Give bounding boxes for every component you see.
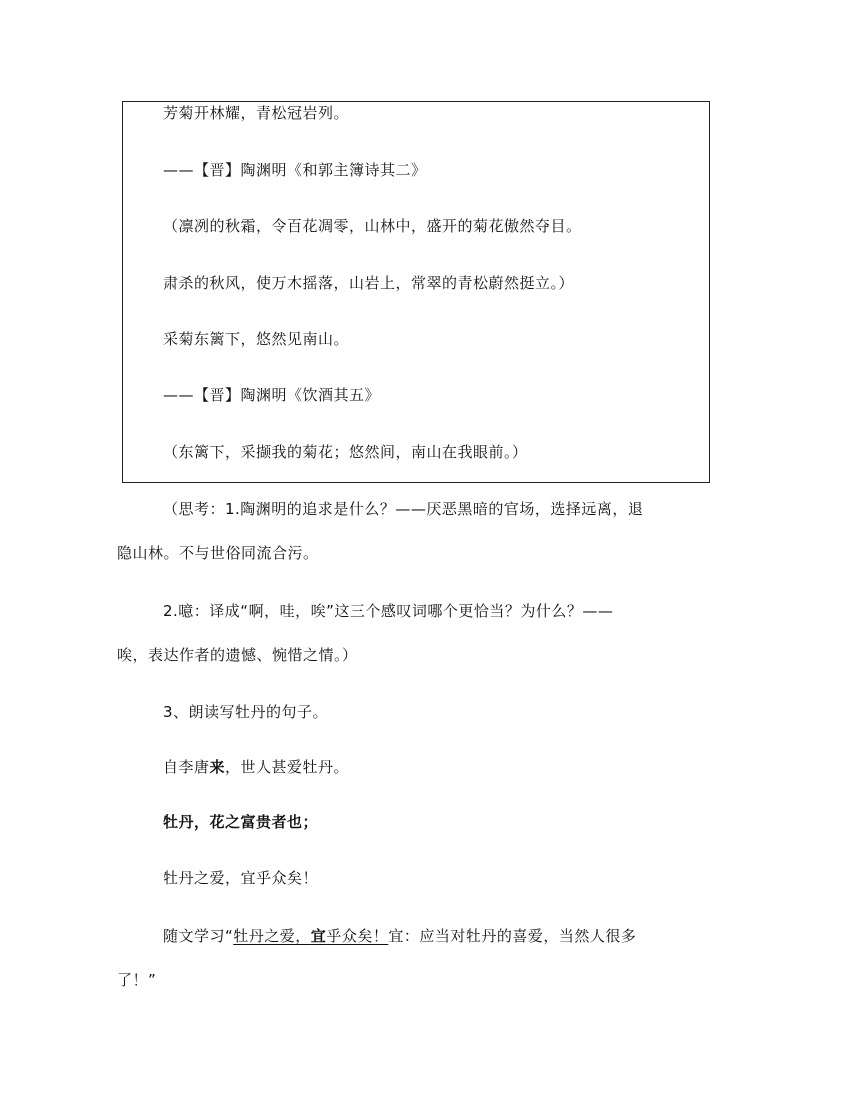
box-line-2: ——【晋】陶渊明《和郭主簿诗其二》: [163, 161, 427, 179]
study-line-1: [163, 926, 636, 946]
study-pre: 随文学习“: [163, 927, 234, 945]
sentence-1-bold: 来: [209, 758, 226, 776]
section-heading: 3、朗读写牡丹的句子。: [163, 703, 329, 721]
box-line-1: 芳菊开林耀，青松冠岩列。: [163, 104, 350, 122]
think-q1-line1: （思考：1.陶渊明的追求是什么？——厌恶黑暗的官场，选择远离，退: [163, 500, 644, 518]
sentence-1-pre: 自李唐: [163, 758, 210, 776]
study-post: 宜：应当对牡丹的喜爱，当然人很多: [388, 927, 637, 945]
sentence-1: [163, 757, 349, 777]
study-underlined-2: 乎众矣！: [326, 927, 389, 945]
sentence-2: 牡丹，花之富贵者也；: [163, 813, 319, 831]
study-line-2: 了！”: [117, 971, 157, 989]
think-q2-line1: 2.噫：译成“啊，哇，唉”这三个感叹词哪个更恰当？为什么？——: [163, 602, 614, 620]
study-underlined-bold: 宜: [310, 927, 327, 945]
think-q1-line2: 隐山林。不与世俗同流合污。: [117, 544, 319, 562]
box-line-5: 采菊东篱下，悠然见南山。: [163, 330, 350, 348]
sentence-1-post: ，世人甚爱牡丹。: [225, 758, 350, 776]
box-line-4: 肃杀的秋风，使万木摇落，山岩上，常翠的青松蔚然挺立。）: [163, 274, 575, 292]
box-line-3: （凛冽的秋霜，令百花凋零，山林中，盛开的菊花傲然夺目。: [163, 217, 582, 235]
sentence-3: 牡丹之爱，宜乎众矣！: [163, 869, 319, 887]
think-q2-line2: 唉，表达作者的遗憾、惋惜之情。）: [117, 646, 358, 664]
box-line-7: （东篱下，采撷我的菊花；悠然间，南山在我眼前。）: [163, 443, 528, 461]
box-line-6: ——【晋】陶渊明《饮酒其五》: [163, 386, 381, 404]
study-underlined-1: 牡丹之爱，: [233, 927, 311, 945]
